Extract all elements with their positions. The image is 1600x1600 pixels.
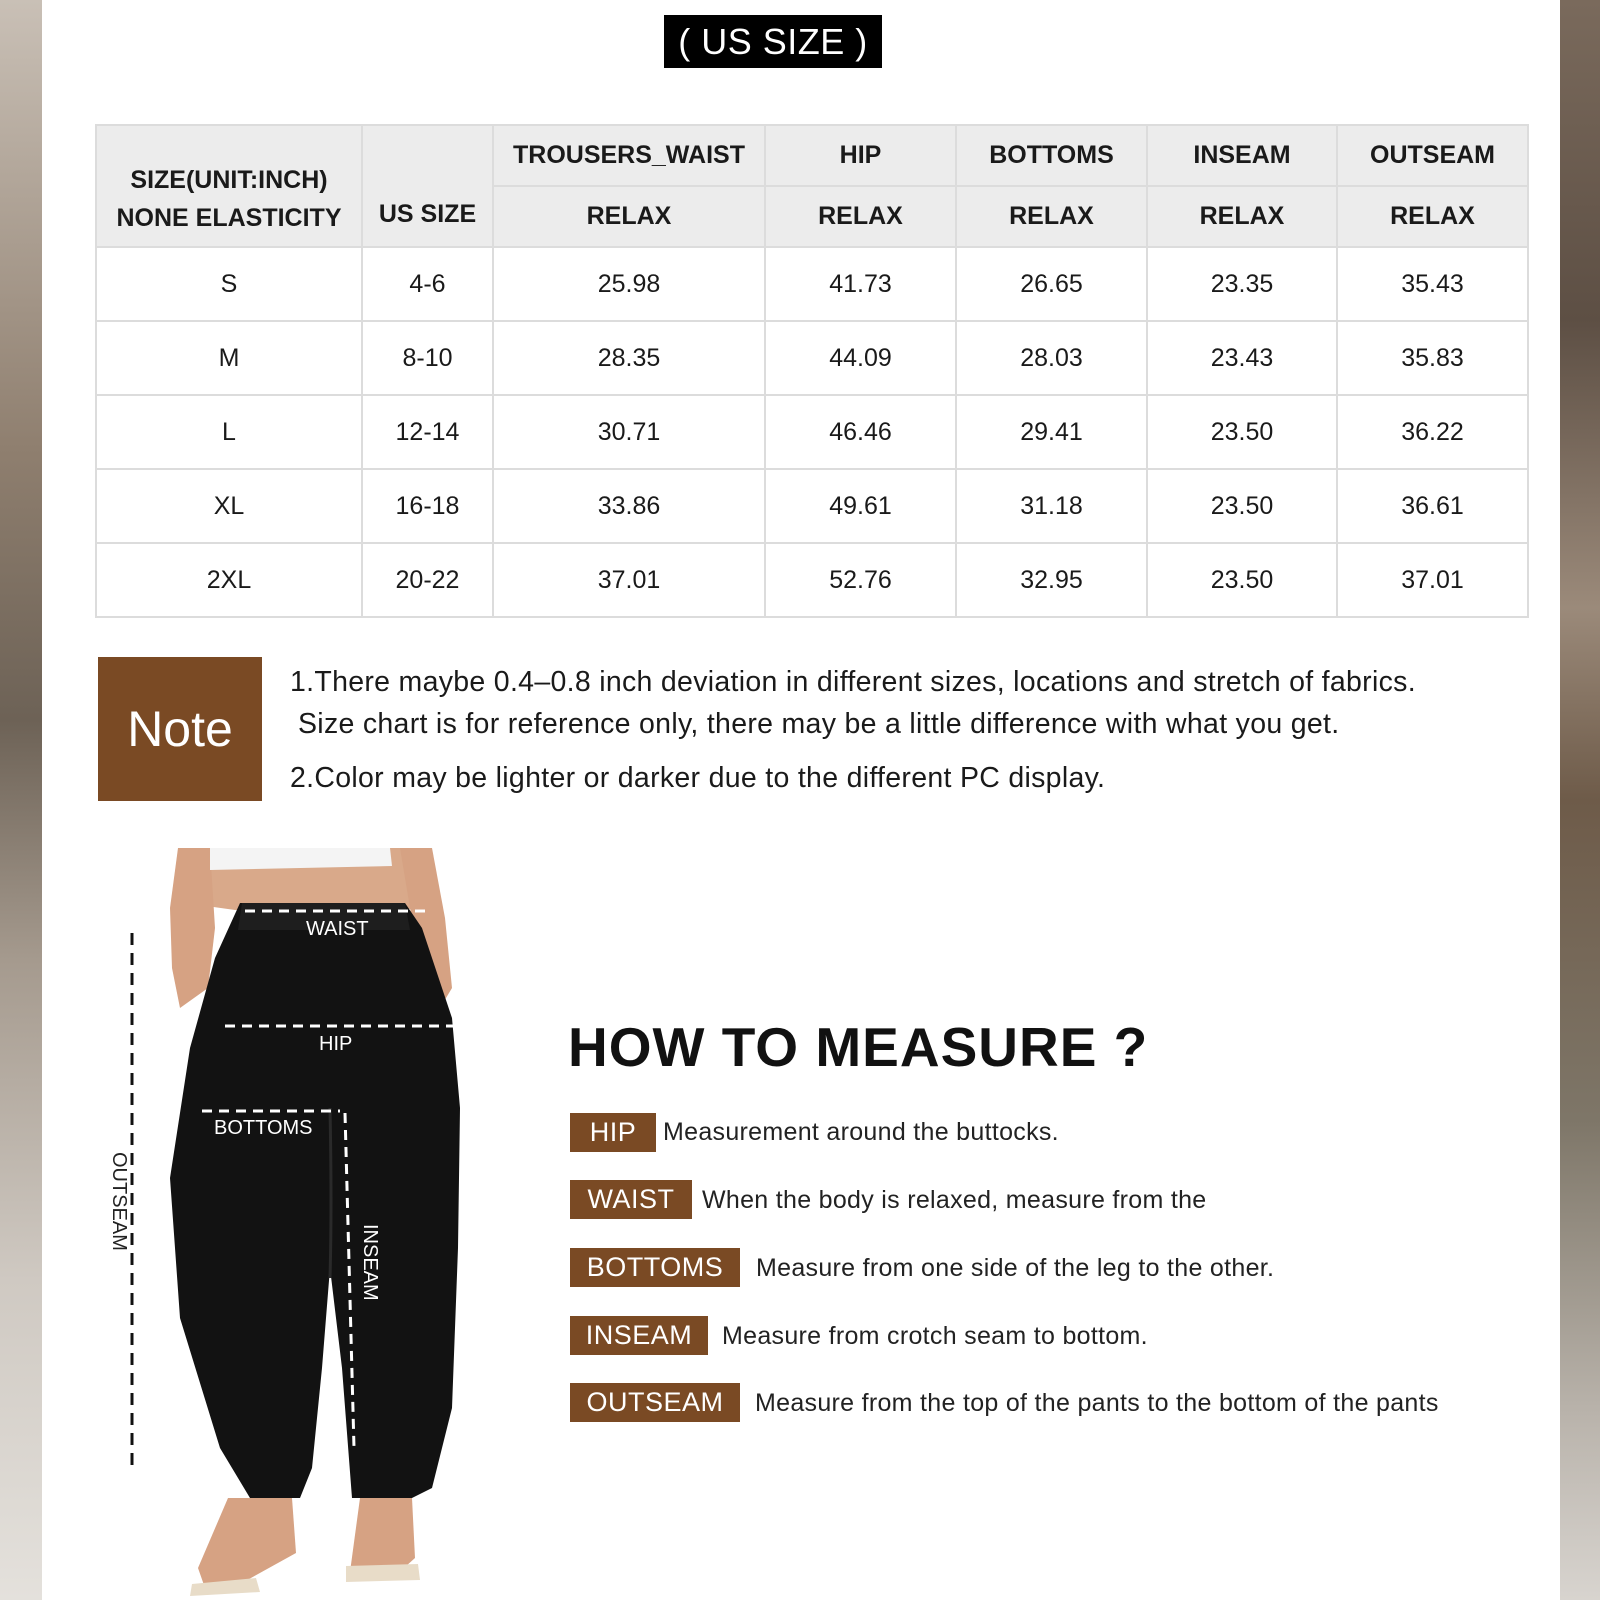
hip-label: HIP	[319, 1033, 353, 1055]
note-line-3: 2.Color may be lighter or darker due to the different PC display.	[290, 762, 1106, 794]
hip-term-badge: HIP	[570, 1113, 656, 1152]
inseam-label: INSEAM	[359, 1224, 381, 1301]
table-row	[96, 395, 1528, 469]
bottoms-label: BOTTOMS	[214, 1117, 313, 1139]
value-cell: 52.76	[765, 543, 956, 617]
us-size-cell: 20-22	[362, 543, 493, 617]
background-photo-left	[0, 0, 42, 1600]
pants	[170, 903, 460, 1498]
note-line-1: 1.There maybe 0.4–0.8 inch deviation in different sizes, locations and stretch of fabrics.	[290, 666, 1416, 698]
table-row	[96, 321, 1528, 395]
value-cell: 30.71	[493, 395, 765, 469]
value-cell: 28.35	[493, 321, 765, 395]
waist-term-description: When the body is relaxed, measure from the	[702, 1186, 1207, 1214]
value-cell: 32.95	[956, 543, 1147, 617]
value-cell: 33.86	[493, 469, 765, 543]
column-header: TROUSERS_WAIST	[493, 125, 765, 186]
size-unit-label: SIZE(UNIT:INCH)	[130, 166, 328, 194]
value-cell: 23.50	[1147, 395, 1337, 469]
size-column-header	[96, 125, 362, 247]
us-size-title: ( US SIZE )	[664, 15, 882, 68]
value-cell: 35.83	[1337, 321, 1528, 395]
column-subheader: RELAX	[493, 186, 765, 247]
value-cell: 49.61	[765, 469, 956, 543]
value-cell: 23.35	[1147, 247, 1337, 321]
table-header-row	[96, 125, 1528, 186]
size-cell: L	[96, 395, 362, 469]
size-cell: 2XL	[96, 543, 362, 617]
size-cell: XL	[96, 469, 362, 543]
elasticity-label: NONE ELASTICITY	[116, 204, 342, 232]
value-cell: 26.65	[956, 247, 1147, 321]
value-cell: 35.43	[1337, 247, 1528, 321]
column-header: OUTSEAM	[1337, 125, 1528, 186]
left-foot	[198, 1498, 296, 1588]
right-sandal	[346, 1564, 420, 1582]
waist-term-badge: WAIST	[570, 1180, 692, 1219]
note-label: Note	[98, 657, 262, 801]
right-foot	[350, 1498, 415, 1576]
value-cell: 37.01	[493, 543, 765, 617]
us-size-cell: 12-14	[362, 395, 493, 469]
inseam-term-description: Measure from crotch seam to bottom.	[722, 1322, 1148, 1350]
column-header: BOTTOMS	[956, 125, 1147, 186]
value-cell: 23.50	[1147, 543, 1337, 617]
hip-term-description: Measurement around the buttocks.	[663, 1118, 1059, 1146]
note-line-2: Size chart is for reference only, there may be a little difference with what you get.	[298, 708, 1340, 740]
table-row	[96, 247, 1528, 321]
bottoms-term-description: Measure from one side of the leg to the other.	[756, 1254, 1275, 1282]
background-photo-right	[1560, 0, 1600, 1600]
value-cell: 41.73	[765, 247, 956, 321]
value-cell: 29.41	[956, 395, 1147, 469]
column-header: HIP	[765, 125, 956, 186]
outseam-term-badge: OUTSEAM	[570, 1383, 740, 1422]
column-subheader: RELAX	[1147, 186, 1337, 247]
us-size-cell: 4-6	[362, 247, 493, 321]
table-row	[96, 543, 1528, 617]
value-cell: 37.01	[1337, 543, 1528, 617]
size-cell: S	[96, 247, 362, 321]
inseam-term-badge: INSEAM	[570, 1316, 708, 1355]
value-cell: 46.46	[765, 395, 956, 469]
column-subheader: RELAX	[1337, 186, 1528, 247]
us-size-cell: 16-18	[362, 469, 493, 543]
value-cell: 36.22	[1337, 395, 1528, 469]
size-cell: M	[96, 321, 362, 395]
value-cell: 23.43	[1147, 321, 1337, 395]
us-size-cell: 8-10	[362, 321, 493, 395]
waist-label: WAIST	[306, 918, 369, 940]
value-cell: 44.09	[765, 321, 956, 395]
column-subheader: RELAX	[956, 186, 1147, 247]
value-cell: 25.98	[493, 247, 765, 321]
value-cell: 28.03	[956, 321, 1147, 395]
outseam-label: OUTSEAM	[108, 1152, 130, 1251]
outseam-term-description: Measure from the top of the pants to the bottom of the pants	[755, 1389, 1439, 1417]
us-size-column-header: US SIZE	[362, 125, 493, 247]
value-cell: 31.18	[956, 469, 1147, 543]
bottoms-term-badge: BOTTOMS	[570, 1248, 740, 1287]
how-to-measure-title: HOW TO MEASURE ?	[568, 1016, 1149, 1078]
value-cell: 36.61	[1337, 469, 1528, 543]
table-row	[96, 469, 1528, 543]
pants-fold	[330, 1108, 331, 1278]
column-header: INSEAM	[1147, 125, 1337, 186]
size-table	[95, 124, 1529, 618]
value-cell: 23.50	[1147, 469, 1337, 543]
column-subheader: RELAX	[765, 186, 956, 247]
